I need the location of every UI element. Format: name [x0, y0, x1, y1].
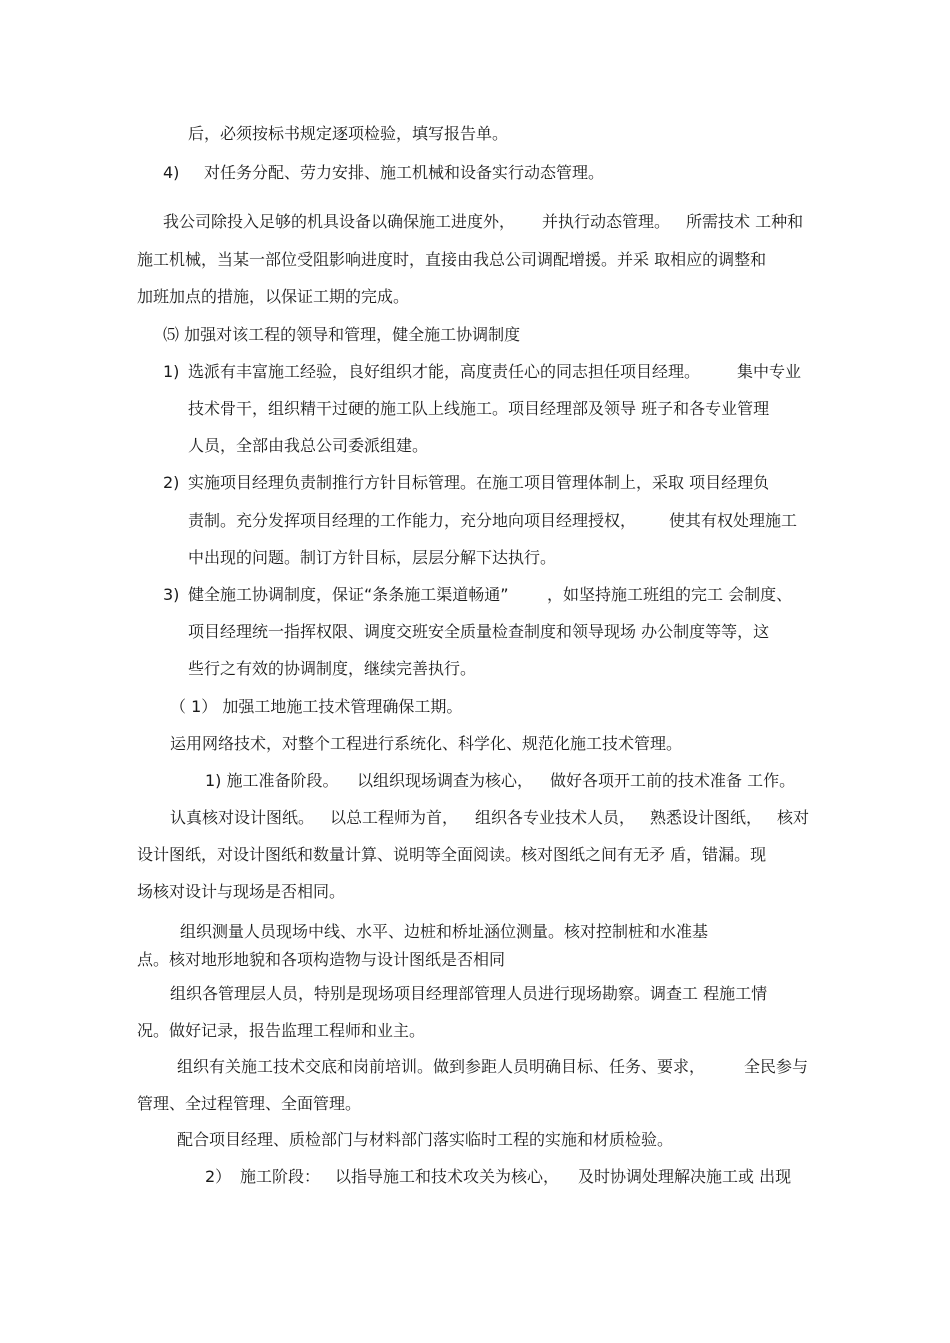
text-line: 认真核对设计图纸。 — [170, 808, 315, 827]
text-line: 设计图纸，对设计图纸和数量计算、说明等全面阅读。核对图纸之间有无矛 盾，错漏。现 — [137, 845, 767, 864]
list-number: 3) — [163, 585, 180, 604]
text-line: 责制。充分发挥项目经理的工作能力，充分地向项目经理授权， — [188, 511, 637, 530]
text-line: 我公司除投入足够的机具设备以确保施工进度外， — [163, 212, 516, 231]
text-line: 管理、全过程管理、全面管理。 — [137, 1094, 362, 1113]
text-line: 核对 — [777, 808, 810, 827]
text-line: 实施项目经理负责制推行方针目标管理。在施工项目管理体制上，采取 项目经理负 — [188, 473, 770, 492]
text-line: 以组织现场调查为核心， — [357, 771, 534, 790]
text-line: 对任务分配、劳力安排、施工机械和设备实行动态管理。 — [204, 163, 605, 182]
text-line: 组织有关施工技术交底和岗前培训。做到参距人员明确目标、任务、要求， — [177, 1057, 706, 1076]
text-line: 配合项目经理、质检部门与材料部门落实临时工程的实施和材质检验。 — [177, 1130, 674, 1149]
list-number: 4) — [163, 163, 180, 182]
text-line: 加班加点的措施，以保证工期的完成。 — [137, 287, 410, 306]
text-line: 组织测量人员现场中线、水平、边桩和桥址涵位测量。核对控制桩和水准基 — [180, 922, 709, 941]
list-number: 2) — [163, 473, 180, 492]
text-line: 及时协调处理解决施工或 出现 — [578, 1167, 792, 1186]
text-line: 施工机械，当某一部位受阻影响进度时，直接由我总公司调配增援。并采 取相应的调整和 — [137, 250, 767, 269]
text-line: 全民参与 — [744, 1057, 809, 1076]
section-heading: （ 1） 加强工地施工技术管理确保工期。 — [170, 697, 463, 716]
text-line: 组织各管理层人员，特别是现场项目经理部管理人员进行现场勘察。调查工 程施工情 — [170, 984, 768, 1003]
section-heading: ⑸ 加强对该工程的领导和管理，健全施工协调制度 — [163, 325, 521, 344]
text-line: 项目经理统一指挥权限、调度交班安全质量检查制度和领导现场 办公制度等等，这 — [188, 622, 770, 641]
text-line: 运用网络技术，对整个工程进行系统化、科学化、规范化施工技术管理。 — [170, 734, 683, 753]
list-number: 2） — [205, 1167, 232, 1186]
text-line: 况。做好记录，报告监理工程师和业主。 — [137, 1021, 426, 1040]
text-line: 所需技术 工种和 — [686, 212, 804, 231]
text-line: 些行之有效的协调制度，继续完善执行。 — [188, 659, 477, 678]
text-line: 并执行动态管理。 — [542, 212, 671, 231]
text-line: 技术骨干，组织精干过硬的施工队上线施工。项目经理部及领导 班子和各专业管理 — [188, 399, 770, 418]
text-line: 施工阶段： — [240, 1167, 321, 1186]
text-line: 组织各专业技术人员， — [475, 808, 636, 827]
text-line: 健全施工协调制度，保证“条条施工渠道畅通” — [188, 585, 509, 604]
text-line: 点。核对地形地貌和各项构造物与设计图纸是否相同 — [137, 950, 506, 969]
text-line: 使其有权处理施工 — [669, 511, 798, 530]
text-line: 熟悉设计图纸， — [650, 808, 763, 827]
text-line: 集中专业 — [737, 362, 802, 381]
text-line: 后，必须按标书规定逐项检验，填写报告单。 — [188, 124, 509, 143]
text-line: 以指导施工和技术攻关为核心， — [335, 1167, 560, 1186]
text-line: 选派有丰富施工经验，良好组织才能，高度责任心的同志担任项目经理。 — [188, 362, 701, 381]
list-number: 1) — [163, 362, 180, 381]
text-line: 1) 施工准备阶段。 — [205, 771, 339, 790]
text-line: 中出现的问题。制订方针目标，层层分解下达执行。 — [188, 548, 557, 567]
text-line: 做好各项开工前的技术准备 工作。 — [550, 771, 796, 790]
text-line: 以总工程师为首， — [330, 808, 459, 827]
text-line: 场核对设计与现场是否相同。 — [137, 882, 346, 901]
text-line: 人员，全部由我总公司委派组建。 — [188, 436, 429, 455]
text-line: ，如坚持施工班组的完工 会制度、 — [547, 585, 793, 604]
